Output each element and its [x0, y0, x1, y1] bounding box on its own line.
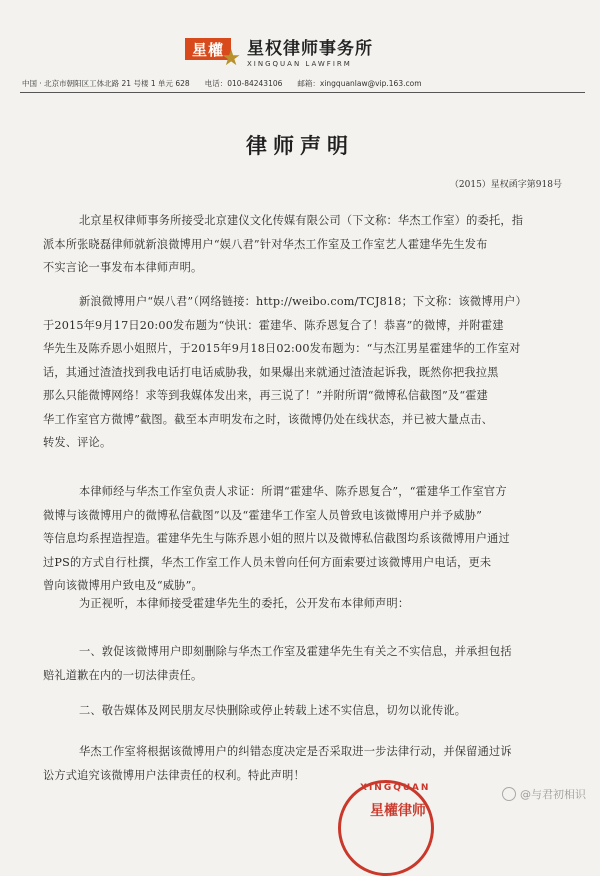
body-paragraph	[43, 480, 557, 598]
paragraph-line: 二、敬告媒体及网民朋友尽快删除或停止转载上述不实信息，切勿以讹传讹。	[79, 704, 467, 717]
firm-logo	[185, 36, 241, 71]
paragraph-line: 新浪微博用户“娱八君”（网络链接：http://weibo.com/TCJ818；下文称：该微博用户）	[79, 295, 527, 308]
contact-line: 中国 · 北京市朝阳区工体北路 21 号楼 1 单元 628 电话：010-84243106 邮箱：xingquanlaw@vip.163.com	[22, 79, 422, 88]
document-number: （2015）星权函字第918号	[449, 180, 562, 190]
logo-mark: 星權	[185, 38, 231, 60]
paragraph-line: 不实言论一事发布本律师声明。	[43, 261, 203, 274]
watermark-icon	[502, 787, 516, 801]
seal-text: XINGQUAN	[360, 783, 431, 793]
paragraph-line: 等信息均系捏造捏造。霍建华先生与陈乔恩小姐的照片以及微博私信截图均系该微博用户通过	[43, 532, 510, 545]
seal-inner-text: 星權律师	[370, 803, 426, 819]
paragraph-line: 一、敦促该微博用户即刻删除与华杰工作室及霍建华先生有关之不实信息，并承担包括	[79, 645, 512, 658]
body-paragraph	[43, 640, 557, 687]
body-paragraph	[43, 209, 557, 280]
firm-name-en: XINGQUAN LAWFIRM	[247, 60, 352, 68]
paragraph-line: 曾向该微博用户致电及“威胁”。	[43, 579, 203, 592]
paragraph-line: 过PS的方式自行杜撰，华杰工作室工作人员未曾向任何方面索要过该微博用户电话，更未	[43, 555, 492, 569]
paragraph-line: 派本所张晓磊律师就新浪微博用户“娱八君”针对华杰工作室及工作室艺人霍建华先生发布	[43, 237, 488, 251]
paragraph-line: 赔礼道歉在内的一切法律责任。	[43, 668, 203, 682]
body-paragraph	[43, 290, 557, 455]
page-title: 律师声明	[246, 133, 354, 158]
paragraph-line: 华杰工作室将根据该微博用户的纠错态度决定是否采取进一步法律行动，并保留通过诉	[79, 745, 512, 758]
paragraph-line: 讼方式追究该微博用户法律责任的权利。特此声明！	[43, 768, 305, 782]
paragraph-line: 那么只能微博网络！求等到我媒体发出来，再三说了！”并附所谓“微博私信截图”及“霍建	[43, 389, 489, 402]
body-paragraph	[43, 740, 557, 787]
body-paragraph	[57, 592, 557, 616]
paragraph-line: 北京星权律师事务所接受北京建仪文化传媒有限公司（下文称：华杰工作室）的委托，指	[79, 214, 524, 227]
paragraph-line: 于2015年9月17日20:00发布题为“快讯：霍建华、陈乔恩复合了！恭喜”的微博，并附霍建	[43, 318, 504, 332]
header-divider	[20, 92, 585, 93]
watermark-text: @与君初相识	[520, 788, 586, 801]
paragraph-line: 为正视听，本律师接受霍建华先生的委托，公开发布本律师声明：	[79, 597, 410, 610]
paragraph-line: 华先生及陈乔恩小姐照片，于2015年9月18日02:00发布题为：“与杰江男星霍建华的工作室对	[43, 342, 521, 355]
star-icon: ★	[221, 46, 241, 71]
paragraph-line: 转发、评论。	[43, 436, 112, 449]
body-paragraph	[57, 699, 557, 723]
watermark	[502, 786, 586, 802]
firm-name: 星权律师事务所	[247, 39, 373, 59]
seal-stamp	[338, 780, 434, 876]
paragraph-line: 微博与该微博用户的微博私信截图”以及“霍建华工作室人员曾致电该微博用户并予威胁”	[43, 508, 483, 522]
paragraph-line: 话，其通过渣渣找到我电话打电话威胁我，如果爆出来就通过渣渣起诉我，既然你把我拉黑	[43, 365, 499, 379]
paragraph-line: 本律师经与华杰工作室负责人求证：所谓“霍建华、陈乔恩复合”，“霍建华工作室官方	[79, 485, 507, 498]
paragraph-line: 华工作室官方微博”截图。截至本声明发布之时，该微博仍处在线状态，并已被大量点击、	[43, 412, 494, 426]
letterhead	[185, 34, 373, 71]
